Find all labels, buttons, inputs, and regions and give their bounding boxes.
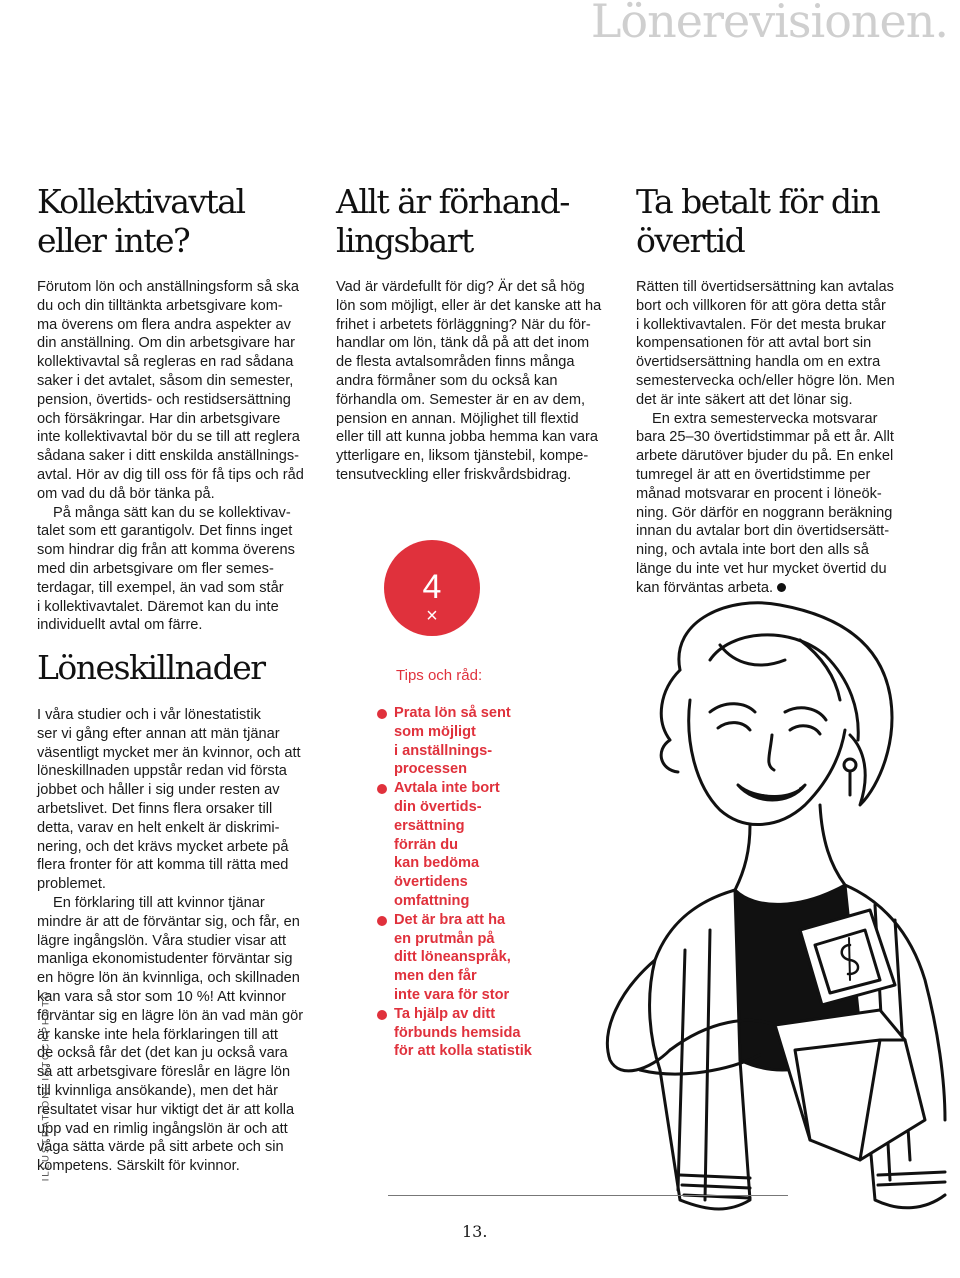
text-line: manliga ekonomistudenter förväntar sig [37, 951, 293, 968]
text-line: lägre ingångslön. Våra studier visar att [37, 932, 287, 949]
footer-rule [388, 1195, 788, 1196]
tips-list [377, 704, 557, 1061]
tip-line: din övertids- [394, 798, 482, 815]
heading-line: Kollektivavtal [37, 182, 245, 221]
text-line: frihet i arbetets förläggning? När du för- [336, 316, 591, 333]
text-line: jobbet och håller i sig under resten av [37, 782, 280, 799]
text-line: semestervecka och/eller högre lön. Men [636, 372, 895, 389]
text-line: övertidsersättning handla om en extra [636, 354, 881, 371]
section-body [636, 278, 936, 598]
text-line: pension en annan. Möjlighet till flextid [336, 410, 579, 427]
section-body [37, 706, 337, 1176]
text-line: arbetslivet. Det finns flera orsaker till [37, 800, 273, 817]
text-line: länge du inte vet hur mycket övertid du [636, 560, 887, 577]
section-heading [37, 182, 337, 260]
bullet-icon [377, 784, 387, 794]
running-head: Lönerevisionen. [590, 0, 948, 48]
page-number: 13. [462, 1222, 488, 1241]
heading-line: lingsbart [336, 221, 473, 260]
text-line: kompetens. Särskilt för kvinnor. [37, 1158, 240, 1175]
text-line: i kollektivavtalen. För det mesta brukar [636, 316, 886, 333]
text-line: flera fronter för att komma till rätta med [37, 857, 289, 874]
text-line: Förutom lön och anställningsform så ska [37, 279, 299, 295]
text-line: individuellt avtal om färre. [37, 617, 203, 634]
tip-line: ditt löneanspråk, [394, 949, 511, 966]
heading-line: Allt är förhand- [336, 182, 569, 221]
tip-line: omfattning [394, 892, 470, 909]
text-line: Vad är värdefullt för dig? Är det så hög [336, 279, 585, 295]
heading-line: Ta betalt för din [636, 182, 880, 221]
tip-line: Ta hjälp av ditt [394, 1005, 496, 1022]
bullet-icon [377, 1010, 387, 1020]
text-line: till kvinnliga ansökande), men det här [37, 1082, 278, 1099]
text-line: våga sätta värde på sitt arbete och sin [37, 1139, 284, 1156]
tip-line: en prutmån på [394, 930, 495, 947]
tip-item [377, 911, 557, 1005]
text-line: som hindrar dig från att komma överens [37, 542, 295, 559]
text-line: förväntar sig en lägre lön än vad män gör [37, 1007, 304, 1024]
text-line: en högre lön än kvinnliga, och skillnaden [37, 970, 300, 987]
heading-line: eller inte? [37, 221, 190, 260]
text-line: I våra studier och i vår lönestatistik [37, 707, 261, 723]
text-line: ytterligare en, liksom tjänstebil, kompe- [336, 448, 589, 465]
text-line: tensutveckling eller friskvårdsbidrag. [336, 466, 572, 483]
text-line: ma överens om flera andra aspekter av [37, 316, 291, 333]
times-icon: × [426, 605, 438, 627]
section-body [336, 278, 626, 485]
section-heading [336, 182, 626, 260]
text-line: avtal. Hör av dig till oss för få tips och råd [37, 466, 304, 483]
tip-line: förbunds hemsida [394, 1024, 521, 1041]
text-line: problemet. [37, 876, 106, 893]
text-line: de flesta avtalsområden finns många [336, 354, 575, 371]
text-line: kan vara så stor som 10 %! Att kvinnor [37, 988, 287, 1005]
text-line: det är inte säkert att det lönar sig. [636, 391, 853, 408]
text-line: tumregel är att en övertidstimme per [636, 466, 871, 483]
tip-line: i anställnings- [394, 742, 493, 759]
text-line: du och din tilltänkta arbetsgivare kom- [37, 297, 283, 314]
heading-line: övertid [636, 221, 745, 260]
text-line: På många sätt kan du se kollektivav- [53, 504, 291, 521]
text-line: är kanske inte hela förklaringen till att [37, 1026, 278, 1043]
text-line: ning. Gör därför en noggrann beräkning [636, 504, 893, 521]
photo-credit: ILLUSTRATION: ISTOCKPHOTO [40, 989, 52, 1182]
text-line: bara 25–30 övertidstimmar på ett år. Allt [636, 429, 894, 446]
text-line: En extra semestervecka motsvarar [652, 410, 878, 427]
text-line: eller till att kunna jobba hemma kan vara [336, 429, 599, 446]
text-line: sådana saker i ditt enskilda anställnings- [37, 448, 300, 465]
tip-item [377, 779, 557, 911]
section-forhandlingsbart [336, 182, 626, 485]
text-line: terdagar, till exempel, än vad som står [37, 579, 284, 596]
text-line-content: kan förväntas arbeta. [636, 579, 774, 596]
tip-line: Avtala inte bort [394, 780, 500, 797]
tip-line: men den får [394, 968, 477, 985]
text-line: om vad du då bör tänka på. [37, 485, 215, 502]
heading-line: Löneskillnader [37, 648, 265, 687]
text-line: En förklaring till att kvinnor tjänar [53, 894, 265, 911]
text-line: månad motsvarar en procent i löneök- [636, 485, 882, 502]
tips-count-badge [384, 540, 480, 636]
bullet-icon [377, 709, 387, 719]
text-line: lön som möjligt, eller är det kanske att ha [336, 297, 602, 314]
tip-line: processen [394, 761, 468, 778]
text-line: ser vi gång efter annan att män tjänar [37, 725, 280, 742]
section-overtid [636, 182, 936, 598]
tip-line: för att kolla statistik [394, 1043, 532, 1060]
section-loneskillnader [37, 648, 337, 1176]
end-mark-icon [777, 583, 786, 592]
text-line: arbete därutöver bjuder du på. En enkel [636, 448, 894, 465]
section-body [37, 278, 337, 635]
bullet-icon [377, 916, 387, 926]
text-line: löneskillnaden uppstår redan vid första [37, 763, 287, 780]
tip-line: förrän du [394, 836, 459, 853]
tip-line: inte vara för stor [394, 986, 510, 1003]
text-line: upp vad en rimlig ingångslön är och att [37, 1120, 288, 1137]
tip-line: övertidens [394, 874, 468, 891]
text-line: resultatet visar hur viktigt det är att kolla [37, 1101, 295, 1118]
tip-line: som möjligt [394, 723, 476, 740]
text-line: innan du avtalar bort din övertidsersätt- [636, 523, 890, 540]
woman-with-wallet-illustration [560, 600, 960, 1230]
tip-line: kan bedöma [394, 855, 480, 872]
tip-item [377, 1005, 557, 1061]
text-line: nering, och det krävs mycket arbete på [37, 838, 289, 855]
tips-count: 4 [422, 568, 442, 606]
text-line: kompensationen för att avtal bort sin [636, 335, 872, 352]
text-line: andra förmåner som du också kan [336, 372, 558, 389]
text-line: med din arbetsgivare om fler semes- [37, 560, 274, 577]
text-line: pension, övertids- och restidsersättning [37, 391, 291, 408]
text-line: ning, och avtala inte bort den alls så [636, 542, 869, 559]
text-line: kollektivavtal så regleras en rad sådana [37, 354, 294, 371]
section-heading [636, 182, 936, 260]
text-line: de också får det (det kan ju också vara [37, 1045, 288, 1062]
text-line: så att arbetsgivare föreslår en lägre lön [37, 1064, 291, 1081]
text-line: din anställning. Om din arbetsgivare har [37, 335, 295, 352]
tip-line: Prata lön så sent [394, 705, 511, 721]
text-line: saker i det avtalet, såsom din semester, [37, 372, 294, 389]
text-line: talet som ett garantigolv. Det finns inget [37, 523, 293, 540]
text-line: väsentligt mycket mer än kvinnor, och att [37, 744, 301, 761]
section-heading [37, 648, 337, 687]
text-line: mindre är att de förväntar sig, och får, en [37, 913, 300, 930]
text-line: handlar om lön, tänk då på att det inom [336, 335, 590, 352]
tip-line: Det är bra att ha [394, 911, 506, 928]
tips-label: Tips och råd: [396, 667, 483, 684]
text-line: bort och villkoren för att göra detta står [636, 297, 886, 314]
text-line: och försäkringar. Har din arbetsgivare [37, 410, 281, 427]
text-line: i kollektivavtalet. Däremot kan du inte [37, 598, 279, 615]
text-line: inte kollektivavtal bör du se till att reglera [37, 429, 300, 446]
section-kollektivavtal [37, 182, 337, 635]
tip-line: ersättning [394, 817, 465, 834]
text-line: detta, varav en helt enkelt är diskrimi- [37, 819, 280, 836]
text-line [636, 579, 936, 598]
text-line: Rätten till övertidsersättning kan avtalas [636, 279, 894, 295]
tip-item [377, 704, 557, 779]
text-line: förhandla om. Semester är en av dem, [336, 391, 586, 408]
